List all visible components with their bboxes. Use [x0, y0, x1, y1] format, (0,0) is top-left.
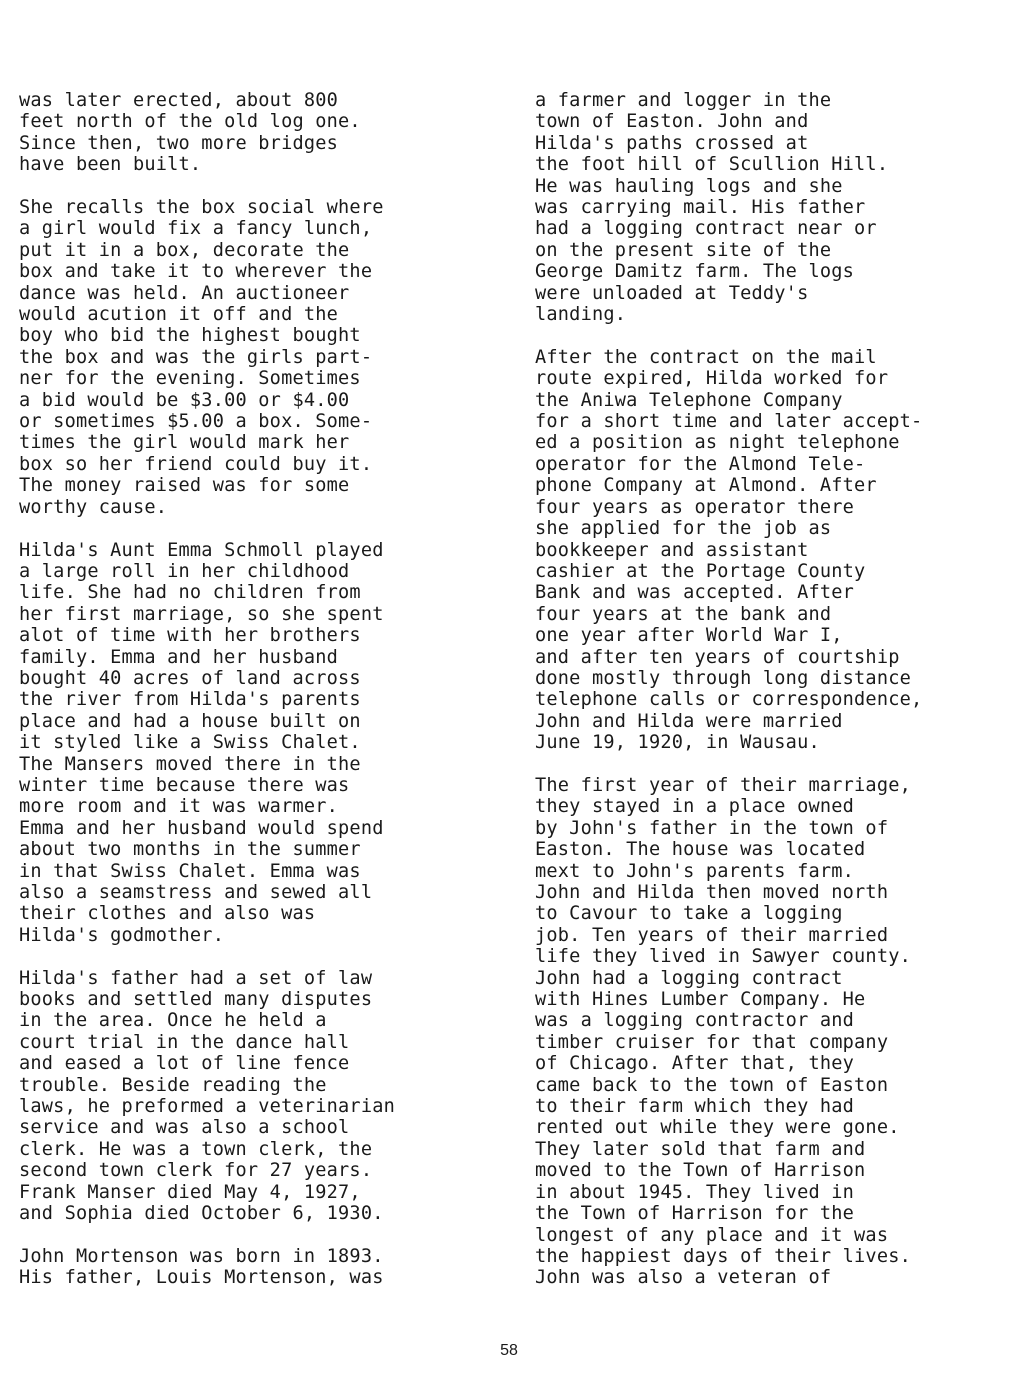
text-line: place and had a house built on	[19, 710, 361, 732]
text-line: Hilda's godmother.	[19, 924, 225, 946]
text-line: books and settled many disputes	[19, 989, 373, 1011]
text-line: John and Hilda then moved north	[535, 882, 889, 903]
text-line: was later erected, about 800	[19, 90, 339, 111]
text-line: ed a position as night telephone	[535, 432, 900, 454]
left-column	[19, 90, 489, 1310]
text-line: one year after World War I,	[535, 625, 843, 647]
text-line: of Chicago. After that, they	[535, 1053, 855, 1075]
text-line: Frank Manser died May 4, 1927,	[19, 1181, 361, 1203]
paragraph	[19, 540, 489, 947]
text-line: she applied for the job as	[535, 518, 832, 540]
text-line: route expired, Hilda worked for	[535, 368, 889, 390]
text-line: Hilda's Aunt Emma Schmoll played	[19, 539, 384, 561]
text-line: and after ten years of courtship	[535, 646, 900, 668]
text-line: to their farm which they had	[535, 1096, 855, 1118]
text-line: Emma and her husband would spend	[19, 817, 384, 839]
text-line: four years at the bank and	[535, 603, 832, 625]
paragraph	[535, 347, 1005, 754]
text-line: winter time because there was	[19, 774, 350, 796]
page-number: 58	[500, 1342, 518, 1359]
text-line: mext to John's parents farm.	[535, 860, 855, 882]
text-line: moved to the Town of Harrison	[535, 1160, 866, 1182]
text-line: the foot hill of Scullion Hill.	[535, 154, 889, 176]
text-line: timber cruiser for that company	[535, 1031, 889, 1053]
text-line: a bid would be $3.00 or $4.00	[19, 389, 350, 411]
text-line: second town clerk for 27 years.	[19, 1160, 373, 1182]
text-line: They later sold that farm and	[535, 1138, 866, 1160]
text-line: box and take it to wherever the	[19, 261, 373, 283]
text-line: ner for the evening. Sometimes	[19, 368, 361, 390]
text-line: to Cavour to take a logging	[535, 903, 843, 925]
text-line: Hilda's paths crossed at	[535, 132, 809, 154]
text-line: operator for the Almond Tele-	[535, 453, 866, 475]
text-line: her first marriage, so she spent	[19, 603, 384, 625]
text-line: a farmer and logger in the	[535, 90, 832, 111]
text-line: and eased a lot of line fence	[19, 1053, 350, 1075]
text-line: John and Hilda were married	[535, 710, 843, 732]
text-line: landing.	[535, 304, 627, 326]
text-line: put it in a box, decorate the	[19, 239, 350, 261]
text-line: clerk. He was a town clerk, the	[19, 1138, 373, 1160]
text-line: town of Easton. John and	[535, 111, 809, 133]
text-line: dance was held. An auctioneer	[19, 282, 350, 304]
text-line: laws, he preformed a veterinarian	[19, 1096, 396, 1118]
text-line: life. She had no children from	[19, 582, 361, 604]
text-line: were unloaded at Teddy's	[535, 282, 809, 304]
right-column	[535, 90, 1005, 1310]
text-line: family. Emma and her husband	[19, 646, 339, 668]
text-line: would acution it off and the	[19, 304, 339, 326]
text-line: box so her friend could buy it.	[19, 453, 373, 475]
text-line: on the present site of the	[535, 239, 832, 261]
text-line: the river from Hilda's parents	[19, 689, 361, 711]
text-line: John had a logging contract	[535, 967, 843, 989]
text-line: court trial in the dance hall	[19, 1031, 350, 1053]
text-line: or sometimes $5.00 a box. Some-	[19, 411, 373, 433]
text-line: in that Swiss Chalet. Emma was	[19, 860, 361, 882]
text-line: the Town of Harrison for the	[535, 1203, 855, 1225]
text-line: The Mansers moved there in the	[19, 753, 361, 775]
text-line: The money raised was for some	[19, 475, 350, 497]
text-line: service and was also a school	[19, 1117, 350, 1139]
text-line: John Mortenson was born in 1893.	[19, 1245, 384, 1267]
text-line: came back to the town of Easton	[535, 1074, 889, 1096]
text-line: After the contract on the mail	[535, 346, 877, 368]
text-line: job. Ten years of their married	[535, 924, 889, 946]
text-line: times the girl would mark her	[19, 432, 350, 454]
text-line: boy who bid the highest bought	[19, 325, 361, 347]
text-line: cashier at the Portage County	[535, 560, 866, 582]
paragraph	[535, 775, 1005, 1289]
paragraph	[19, 1246, 489, 1289]
text-line: June 19, 1920, in Wausau.	[535, 732, 820, 754]
text-line: done mostly through long distance	[535, 667, 912, 689]
paragraph	[19, 968, 489, 1225]
text-line: and Sophia died October 6, 1930.	[19, 1203, 384, 1225]
text-line: their clothes and also was	[19, 903, 316, 925]
text-line: life they lived in Sawyer county.	[535, 946, 912, 968]
text-line: with Hines Lumber Company. He	[535, 989, 866, 1011]
text-line: it styled like a Swiss Chalet.	[19, 732, 361, 754]
text-line: the Aniwa Telephone Company	[535, 389, 843, 411]
text-line: was carrying mail. His father	[535, 197, 866, 219]
text-line: The first year of their marriage,	[535, 774, 912, 796]
text-line: they stayed in a place owned	[535, 796, 855, 818]
text-line: feet north of the old log one.	[19, 111, 361, 133]
text-line: Easton. The house was located	[535, 839, 866, 861]
text-line: phone Company at Almond. After	[535, 475, 877, 497]
text-line: His father, Louis Mortenson, was	[19, 1267, 384, 1289]
text-line: in about 1945. They lived in	[535, 1181, 855, 1203]
text-line: also a seamstress and sewed all	[19, 882, 373, 903]
text-line: Hilda's father had a set of law	[19, 967, 373, 989]
text-line: bookkeeper and assistant	[535, 539, 809, 561]
text-line: rented out while they were gone.	[535, 1117, 900, 1139]
text-line: She recalls the box social where	[19, 197, 384, 219]
text-line: telephone calls or correspondence,	[535, 689, 923, 711]
text-line: Bank and was accepted. After	[535, 582, 855, 604]
text-line: worthy cause.	[19, 496, 168, 518]
text-line: He was hauling logs and she	[535, 175, 843, 197]
text-line: have been built.	[19, 154, 202, 176]
text-line: by John's father in the town of	[535, 817, 889, 839]
text-line: four years as operator there	[535, 496, 855, 518]
text-line: bought 40 acres of land across	[19, 667, 361, 689]
text-line: about two months in the summer	[19, 839, 361, 861]
text-line: longest of any place and it was	[535, 1224, 889, 1246]
text-line: a girl would fix a fancy lunch,	[19, 218, 373, 240]
text-line: trouble. Beside reading the	[19, 1074, 327, 1096]
text-line: the box and was the girls part-	[19, 346, 373, 368]
text-line: Since then, two more bridges	[19, 132, 339, 154]
text-line: for a short time and later accept-	[535, 411, 923, 433]
text-line: more room and it was warmer.	[19, 796, 339, 818]
text-line: George Damitz farm. The logs	[535, 261, 855, 283]
text-line: had a logging contract near or	[535, 218, 877, 240]
paragraph	[19, 197, 489, 518]
text-line: was a logging contractor and	[535, 1010, 855, 1032]
text-line: alot of time with her brothers	[19, 625, 361, 647]
text-line: John was also a veteran of	[535, 1267, 832, 1289]
text-line: a large roll in her childhood	[19, 560, 350, 582]
text-line: the happiest days of their lives.	[535, 1245, 912, 1267]
paragraph	[19, 90, 489, 176]
text-line: in the area. Once he held a	[19, 1010, 327, 1032]
paragraph	[535, 90, 1005, 325]
